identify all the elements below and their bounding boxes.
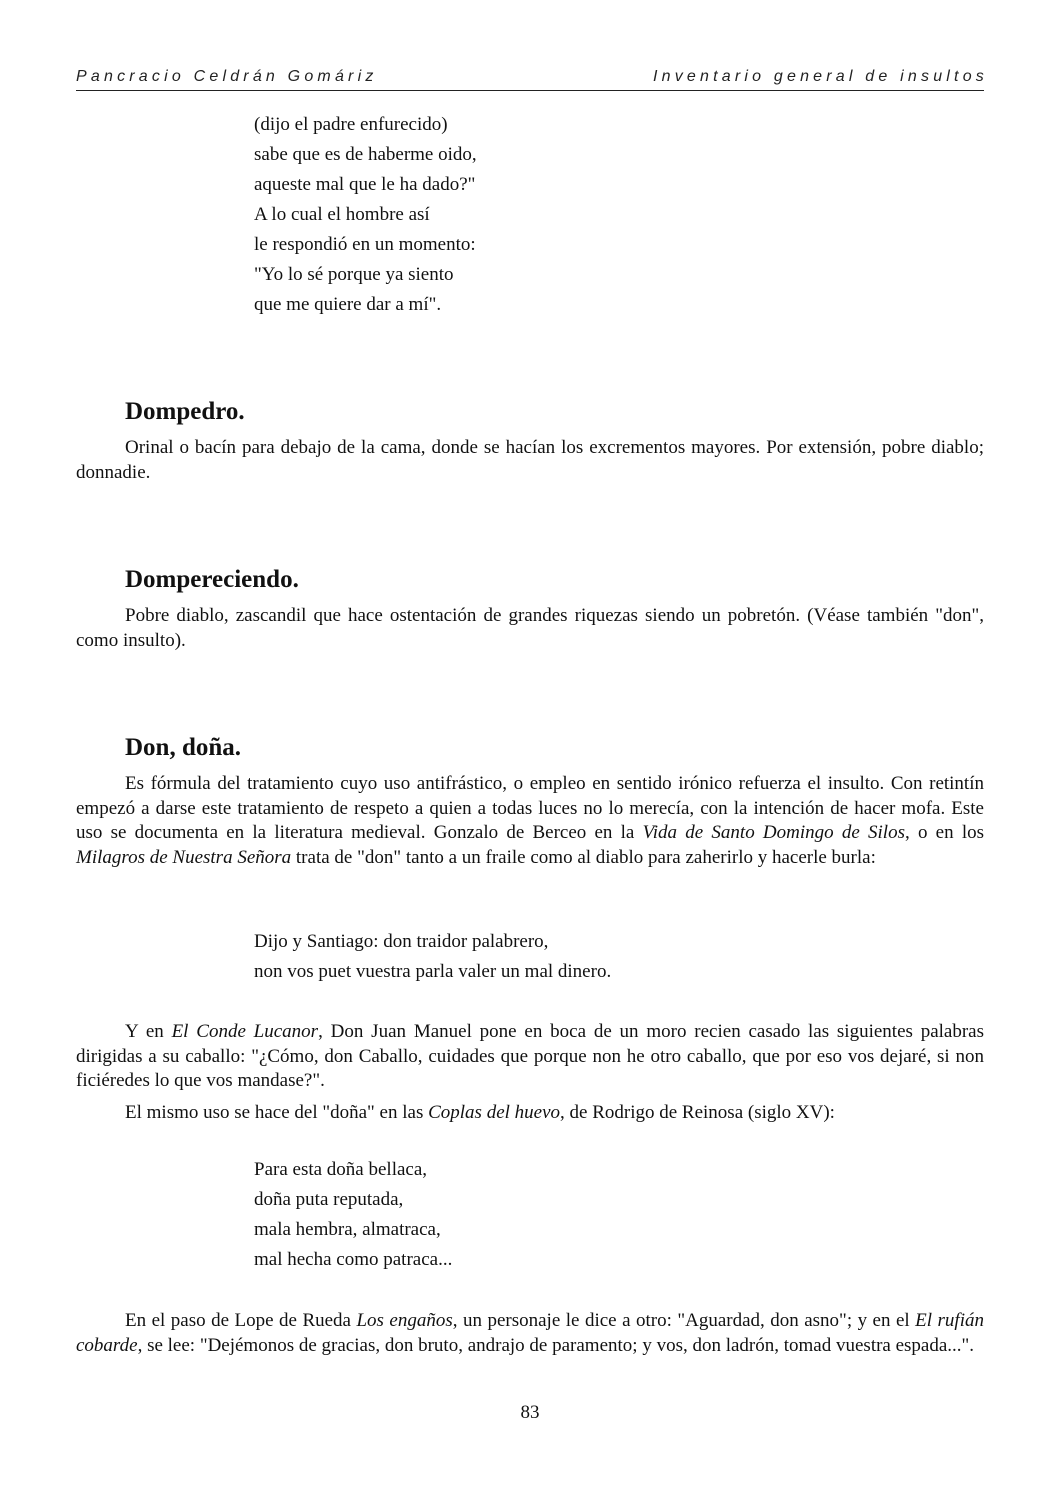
entry-definition-dompedro: Orinal o bacín para debajo de la cama, donde se hacían los excrementos mayores. Por extensión, pobre diablo; donnadie. xyxy=(76,437,984,483)
italic-title-coplas-del-huevo: Coplas del huevo xyxy=(428,1102,561,1123)
header-author: Pancracio Celdrán Gomáriz xyxy=(76,68,378,85)
text-run: , un personaje le dice a otro: "Aguardad, don asno"; y en el xyxy=(452,1310,916,1331)
entry-heading-dompedro: Dompedro. xyxy=(125,398,245,425)
verse-berceo xyxy=(254,927,611,987)
text-run: Y en xyxy=(125,1021,172,1042)
text-run: Es fórmula del tratamiento cuyo uso antifrástico, o empleo en sentido irónico refuerza el insulto. Con retintín empezó a darse este tratamiento de respeto a quien a todas luces no lo merecía, con la intención de hacer mofa. Este uso se documenta en la literatura medieval. Gonzalo de Berceo en la xyxy=(76,773,984,843)
italic-title-milagros: Milagros de Nuestra Señora xyxy=(76,846,292,868)
italic-title-vida-santo-domingo: Vida de Santo Domingo de Silos xyxy=(642,822,905,843)
page-number: 83 xyxy=(520,1402,540,1423)
paragraph-don-intro xyxy=(76,772,984,870)
header-book-title: Inventario general de insultos xyxy=(652,68,988,85)
verse-opening xyxy=(254,110,477,320)
text-run: En el paso de Lope de Rueda xyxy=(125,1310,357,1331)
italic-title-los-enganos: Los engaños xyxy=(356,1310,453,1331)
text-run: , de Rodrigo de Reinosa (siglo XV): xyxy=(560,1102,835,1123)
entry-heading-dompereciendo: Dompereciendo. xyxy=(125,566,299,593)
italic-title-rufian-cobarde: El rufián cobarde xyxy=(76,1310,984,1356)
verse-line: mal hecha como patraca... xyxy=(254,1249,453,1270)
text-run: , se lee: "Dejémonos de gracias, don bruto, andrajo de paramento; y vos, don ladrón, tomad vuestra espada...". xyxy=(137,1334,975,1356)
verse-line: A lo cual el hombre así xyxy=(254,204,430,225)
paragraph-lope-de-rueda xyxy=(76,1309,984,1358)
running-header xyxy=(76,68,988,91)
text-run: , Don Juan Manuel pone en boca de un moro recien casado las siguientes palabras dirigidas a su caballo: "¿Cómo, don Caballo, cuidades que porque non he otro caballo, que por eso vos dejaré, si non ficiéredes lo que vos mandase?". xyxy=(76,1021,985,1091)
italic-title-conde-lucanor: El Conde Lucanor xyxy=(171,1021,319,1042)
entry-heading-don: Don, doña. xyxy=(125,734,242,761)
verse-line: (dijo el padre enfurecido) xyxy=(254,114,448,135)
text-run: trata de "don" tanto a un fraile como al diablo para zaherirlo y hacerle burla: xyxy=(291,846,876,868)
text-run: El mismo uso se hace del "doña" en las xyxy=(125,1102,429,1123)
verse-line: le respondió en un momento: xyxy=(254,234,476,255)
paragraph-conde-lucanor xyxy=(76,1020,984,1094)
entry-definition-dompereciendo: Pobre diablo, zascandil que hace ostentación de grandes riquezas siendo un pobretón. (Véase también "don", como insulto). xyxy=(76,605,984,651)
verse-line: Para esta doña bellaca, xyxy=(254,1159,428,1180)
verse-line: aqueste mal que le ha dado?" xyxy=(254,174,476,195)
verse-line: "Yo lo sé porque ya siento xyxy=(254,264,454,285)
verse-line: que me quiere dar a mí". xyxy=(254,294,442,315)
verse-line: doña puta reputada, xyxy=(254,1189,404,1210)
text-run: , o en los xyxy=(904,822,985,843)
verse-line: mala hembra, almatraca, xyxy=(254,1219,441,1240)
verse-line: non vos puet vuestra parla valer un mal dinero. xyxy=(254,961,612,982)
verse-line: Dijo y Santiago: don traidor palabrero, xyxy=(254,931,549,952)
verse-coplas xyxy=(254,1155,452,1275)
verse-line: sabe que es de haberme oido, xyxy=(254,144,477,165)
paragraph-coplas xyxy=(76,1101,984,1126)
